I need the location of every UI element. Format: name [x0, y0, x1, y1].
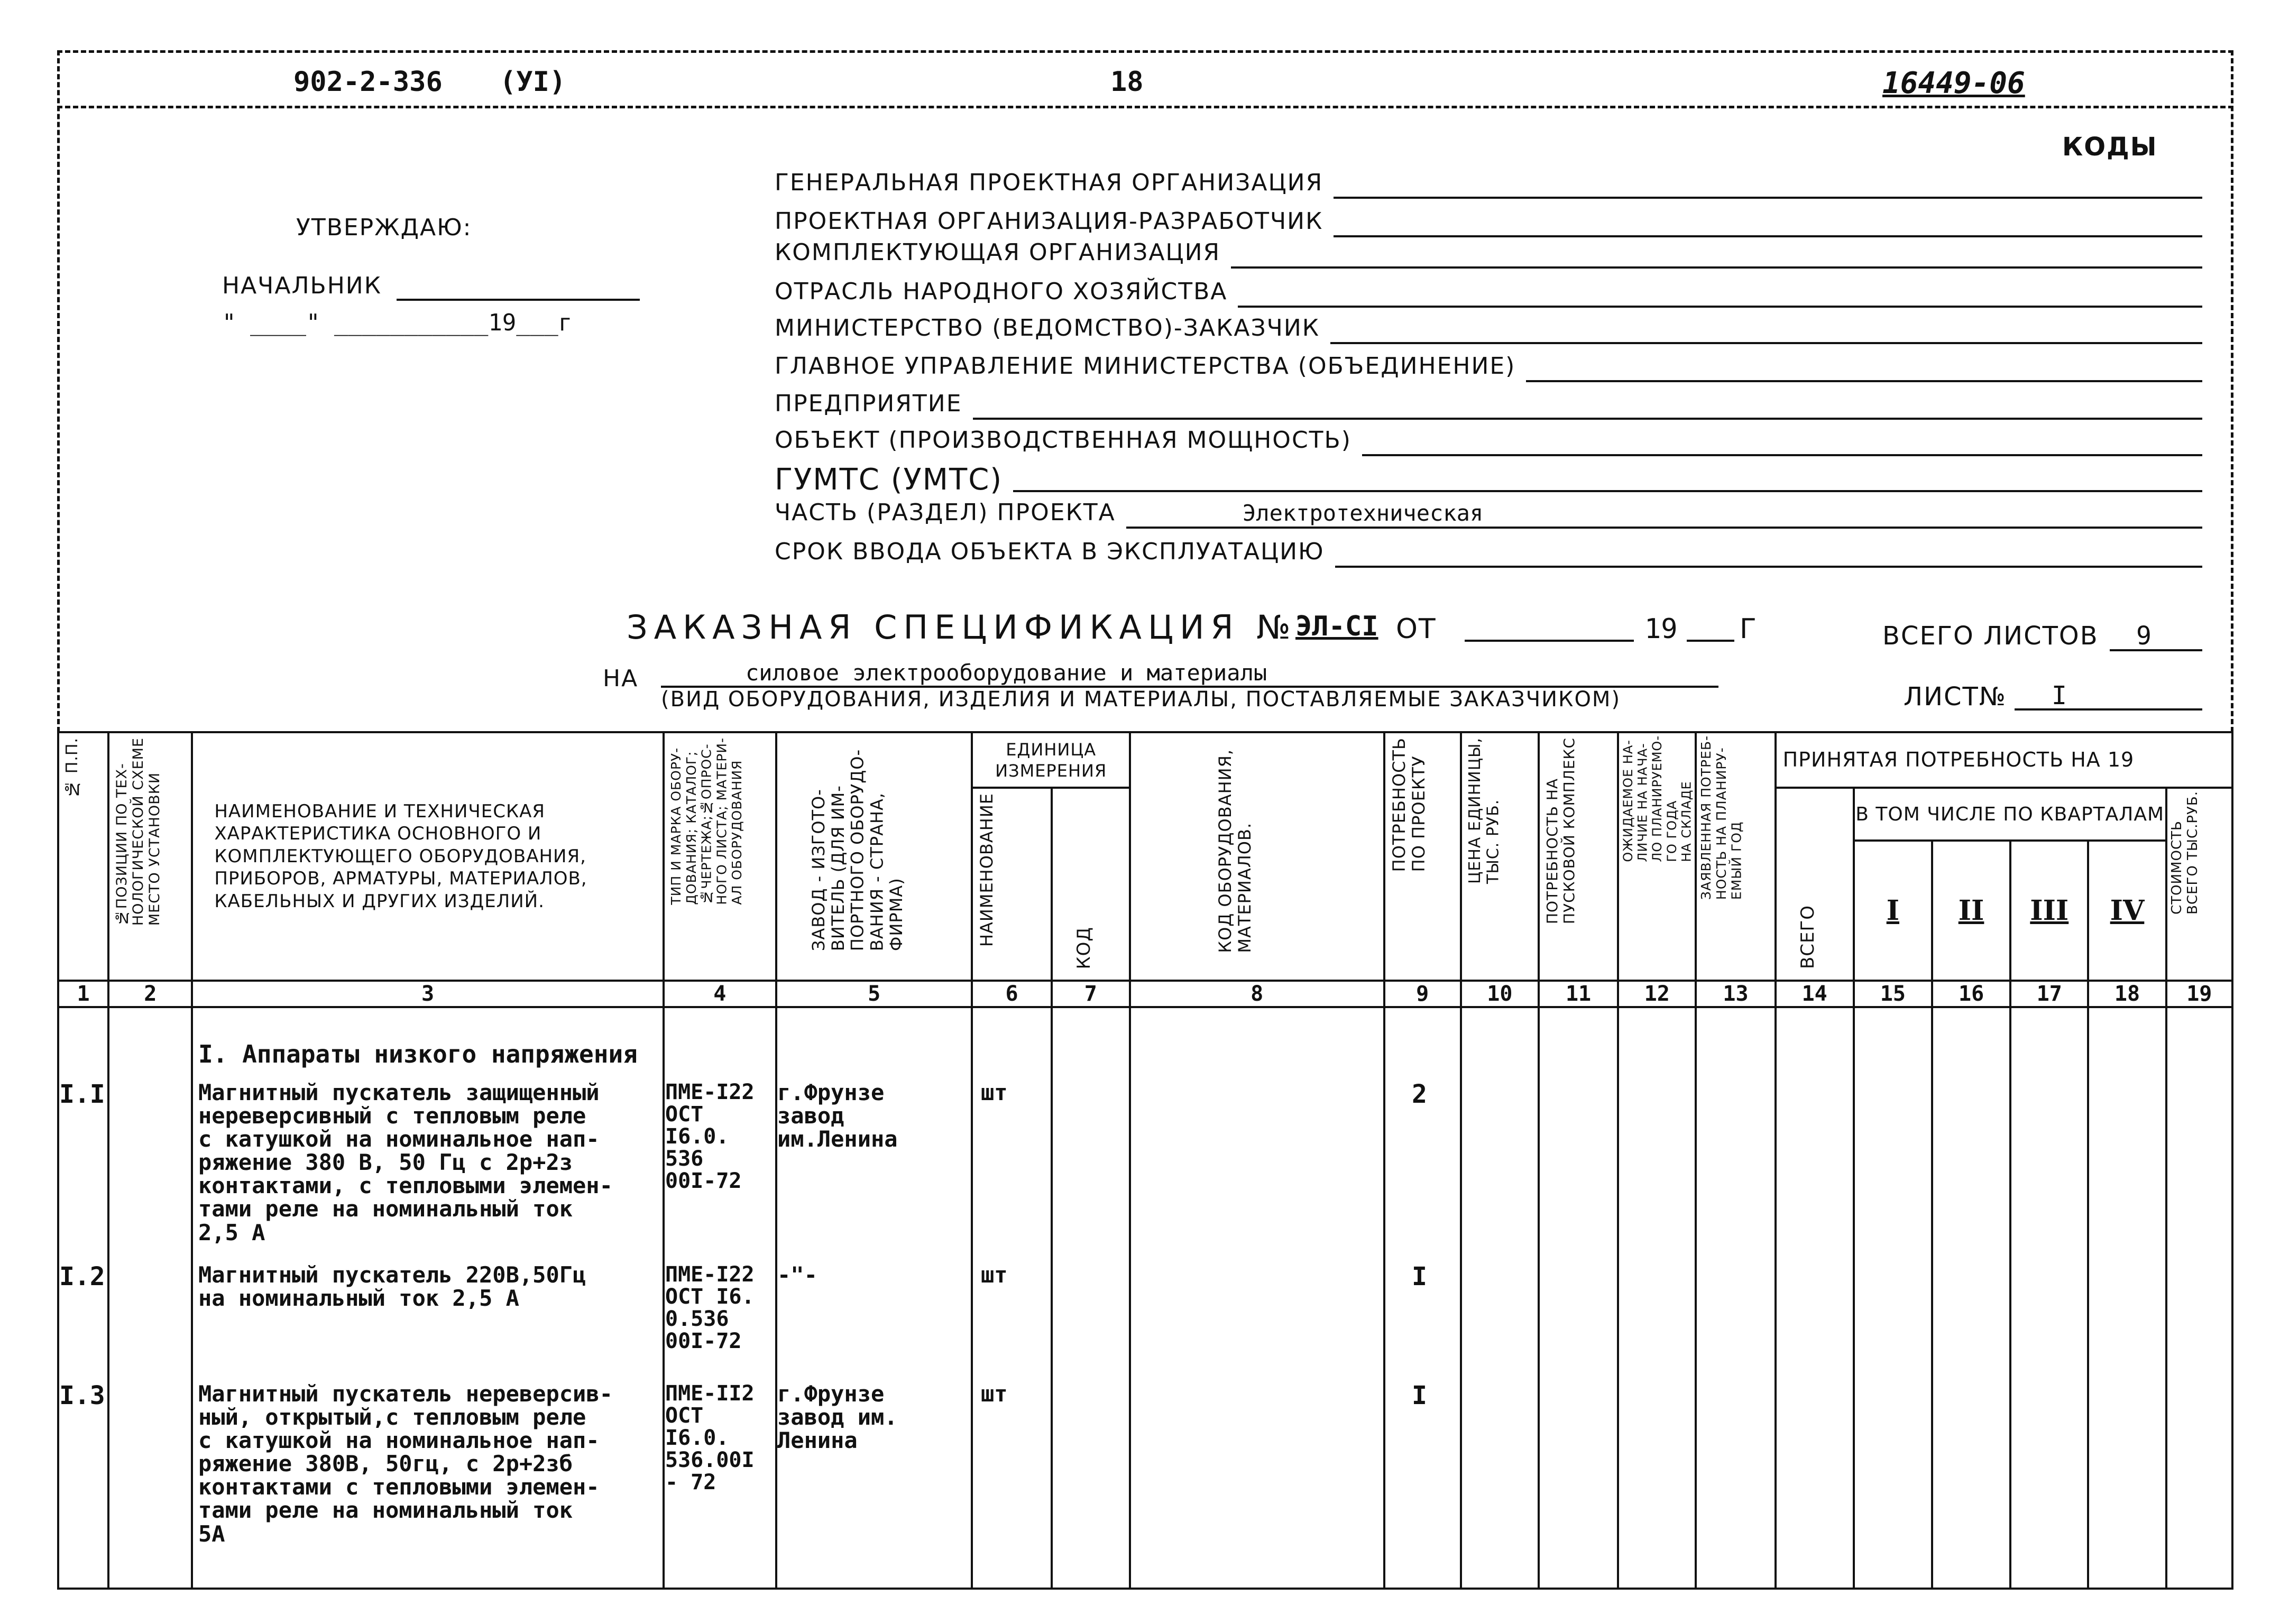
- org-field-label: МИНИСТЕРСТВО (ВЕДОМСТВО)-ЗАКАЗЧИК: [775, 315, 1320, 342]
- org-field-line: [1013, 490, 2202, 492]
- column-number: 5: [868, 982, 881, 1006]
- column-number: 18: [2114, 982, 2140, 1006]
- item-name: Магнитный пускатель нереверсив- ный, открытый,с тепловым реле с катушкой на номинальное нап- ряжение 380В, 50гц, с 2р+2зб контактами с тепловыми элемен- тами реле на номинальный ток 5А: [198, 1381, 613, 1547]
- column-number-cell: [1539, 981, 1618, 1007]
- item-unit: шт: [981, 1381, 1008, 1407]
- column-number: 7: [1084, 982, 1097, 1006]
- org-field-label: ГЕНЕРАЛЬНАЯ ПРОЕКТНАЯ ОРГАНИЗАЦИЯ: [775, 169, 1323, 196]
- col-header-11: ПОТРЕБНОСТЬ НА ПУСКОВОЙ КОМПЛЕКС: [1543, 737, 1578, 924]
- frame-right: [2231, 50, 2233, 732]
- org-field-line: [1335, 566, 2202, 568]
- col-header-13: ЗАЯВЛЕННАЯ ПОТРЕБ- НОСТЬ НА ПЛАНИРУ- ЕМЫЙ ГОД: [1698, 735, 1744, 900]
- column-number: 10: [1487, 982, 1513, 1006]
- archive-number: 16449-06: [1882, 66, 2025, 100]
- item-type: ПМЕ-I22 ОСТ I6.0. 536 00I-72: [665, 1080, 755, 1193]
- approval-title: УТВЕРЖДАЮ:: [296, 214, 472, 241]
- column-number-cell: [2166, 981, 2232, 1007]
- col-header-18: IV: [2110, 894, 2145, 927]
- for-value: силовое электрооборудование и материалы: [746, 660, 1267, 686]
- column-number-cell: [1696, 981, 1775, 1007]
- codes-label: КОДЫ: [2062, 132, 2158, 162]
- column-number: 4: [713, 982, 727, 1006]
- body-col-19: [2166, 1007, 2232, 1589]
- frame-left: [57, 50, 60, 732]
- section-title: I. Аппараты низкого напряжения: [198, 1040, 638, 1068]
- org-field-line: [1526, 380, 2202, 382]
- body-col-8: [1130, 1007, 1384, 1589]
- spec-date-year: 19: [1644, 613, 1678, 645]
- org-field-line: [1231, 266, 2202, 269]
- item-type: ПМЕ-I22 ОСТ I6. 0.536 00I-72: [665, 1262, 755, 1353]
- col-header-3: НАИМЕНОВАНИЕ И ТЕХНИЧЕСКАЯ ХАРАКТЕРИСТИКА ОСНОВНОГО И КОМПЛЕКТУЮЩЕГО ОБОРУДОВАНИЯ, ПРИБОРОВ, АРМАТУРЫ, МАТЕРИАЛОВ, КАБЕЛЬНЫХ И ДРУГИХ ИЗДЕЛИЙ.: [214, 800, 587, 912]
- album-number: (УI): [500, 66, 566, 98]
- column-number: 17: [2036, 982, 2062, 1006]
- org-field-label: ОТРАСЛЬ НАРОДНОГО ХОЗЯЙСТВА: [775, 278, 1228, 305]
- col-header-4: ТИП И МАРКА ОБОРУ- ДОВАНИЯ; КАТАЛОГ; №ЧЕРТЕЖА;№ОПРОС- НОГО ЛИСТА; МАТЕРИ- АЛ ОБОРУДОВАНИЯ: [668, 737, 744, 905]
- spec-year-suffix: Г: [1740, 613, 1758, 645]
- col-header-2: №ПОЗИЦИИ ПО ТЕХ- НОЛОГИЧЕСКОЙ СХЕМЕ МЕСТО УСТАНОВКИ: [114, 737, 163, 926]
- org-field-value: Электротехническая: [1243, 500, 1484, 526]
- item-unit: шт: [981, 1079, 1008, 1105]
- column-number: 9: [1416, 982, 1429, 1006]
- org-field-label: СРОК ВВОДА ОБЪЕКТА В ЭКСПЛУАТАЦИЮ: [775, 538, 1325, 565]
- col-header-9: ПОТРЕБНОСТЬ ПО ПРОЕКТУ: [1389, 737, 1429, 872]
- column-number-cell: [1932, 981, 2010, 1007]
- item-name: Магнитный пускатель защищенный нереверсивный с тепловым реле с катушкой на номинальное нап- ряжение 380 В, 50 Гц с 2р+2з контактами, с тепловыми элемен- тами реле на номинальный ток 2,5 А: [198, 1079, 613, 1245]
- org-field-label: ПРЕДПРИЯТИЕ: [775, 390, 962, 417]
- item-quantity: I: [1412, 1262, 1427, 1291]
- frame-top: [57, 50, 2233, 53]
- for-label: НА: [603, 665, 639, 692]
- column-number: 3: [421, 982, 435, 1006]
- item-name: Магнитный пускатель 220В,50Гц на номинальный ток 2,5 А: [198, 1262, 586, 1312]
- column-number-cell: [2088, 981, 2166, 1007]
- column-number: 11: [1565, 982, 1592, 1006]
- column-number: 1: [77, 982, 90, 1006]
- body-col-10: [1461, 1007, 1539, 1589]
- col-header-17: III: [2030, 894, 2069, 927]
- org-field-line: [1238, 306, 2202, 308]
- column-number-cell: [1461, 981, 1539, 1007]
- chief-signature-line: [397, 299, 640, 301]
- item-maker: -"-: [777, 1262, 817, 1288]
- org-field-label: ЧАСТЬ (РАЗДЕЛ) ПРОЕКТА: [775, 499, 1116, 526]
- col-header-10: ЦЕНА ЕДИНИЦЫ, ТЫС. РУБ.: [1465, 737, 1503, 884]
- total-sheets-line: [2110, 649, 2202, 651]
- column-number: 12: [1644, 982, 1670, 1006]
- org-field-label: ОБЪЕКТ (ПРОИЗВОДСТВЕННАЯ МОЩНОСТЬ): [775, 427, 1352, 454]
- item-type: ПМЕ-II2 ОСТ I6.0. 536.00I - 72: [665, 1381, 755, 1494]
- body-col-18: [2088, 1007, 2166, 1589]
- page-number: 18: [1110, 66, 1144, 98]
- org-field-line: [973, 418, 2203, 420]
- unit-group-header: ЕДИНИЦА ИЗМЕРЕНИЯ: [995, 739, 1107, 781]
- column-number: 8: [1251, 982, 1264, 1006]
- org-field-label: ПРОЕКТНАЯ ОРГАНИЗАЦИЯ-РАЗРАБОТЧИК: [775, 208, 1323, 235]
- col-header-7: КОД: [1073, 926, 1095, 969]
- column-number: 13: [1723, 982, 1749, 1006]
- body-col-13: [1696, 1007, 1775, 1589]
- item-quantity: I: [1412, 1381, 1427, 1410]
- body-col-11: [1539, 1007, 1618, 1589]
- sheet-label: ЛИСТ№: [1904, 682, 2007, 712]
- body-col-17: [2010, 1007, 2088, 1589]
- item-maker: г.Фрунзе завод им. Ленина: [777, 1381, 898, 1454]
- col-header-16: II: [1958, 894, 1984, 927]
- org-field-label: КОМПЛЕКТУЮЩАЯ ОРГАНИЗАЦИЯ: [775, 239, 1221, 266]
- row-number: I.2: [59, 1262, 105, 1291]
- doc-code: 902-2-336: [293, 66, 443, 98]
- spec-from-label: ОТ: [1396, 613, 1437, 645]
- column-number-cell: [1618, 981, 1696, 1007]
- spec-title: ЗАКАЗНАЯ СПЕЦИФИКАЦИЯ №: [627, 608, 1297, 647]
- body-col-7: [1052, 1007, 1130, 1589]
- for-caption: (ВИД ОБОРУДОВАНИЯ, ИЗДЕЛИЯ И МАТЕРИАЛЫ, ПОСТАВЛЯЕМЫЕ ЗАКАЗЧИКОМ): [661, 687, 1621, 712]
- column-number-cell: [972, 981, 1051, 1007]
- col-header-19: СТОИМОСТЬ ВСЕГО ТЫС.РУБ.: [2168, 791, 2201, 915]
- org-field-label: ГУМТС (УМТС): [775, 463, 1003, 497]
- column-number-cell: [1854, 981, 1932, 1007]
- org-field-line: [1334, 197, 2202, 199]
- org-field-line: [1330, 342, 2202, 344]
- column-number-cell: [108, 981, 192, 1007]
- column-number: 6: [1005, 982, 1018, 1006]
- column-number-cell: [776, 981, 972, 1007]
- column-number-cell: [664, 981, 776, 1007]
- accepted-group-header: ПРИНЯТАЯ ПОТРЕБНОСТЬ НА 19: [1782, 748, 2135, 771]
- col-header-8: КОД ОБОРУДОВАНИЯ, МАТЕРИАЛОВ.: [1215, 749, 1255, 953]
- column-number: 2: [144, 982, 157, 1006]
- frame-header-separator: [57, 106, 2233, 108]
- total-sheets-value: 9: [2136, 621, 2152, 651]
- item-unit: шт: [981, 1262, 1008, 1288]
- quarters-group-header: В ТОМ ЧИСЛЕ ПО КВАРТАЛАМ: [1855, 803, 2165, 825]
- row-number: I.3: [59, 1381, 105, 1410]
- chief-label: НАЧАЛЬНИК: [222, 272, 382, 299]
- column-number: 19: [2186, 982, 2212, 1006]
- row-number: I.I: [59, 1079, 105, 1109]
- body-col-16: [1932, 1007, 2010, 1589]
- column-number-cell: [1130, 981, 1384, 1007]
- col-header-5: ЗАВОД - ИЗГОТО- ВИТЕЛЬ (ДЛЯ ИМ- ПОРТНОГО ОБОРУДО- ВАНИЯ - СТРАНА, ФИРМА): [808, 749, 907, 952]
- col-header-12: ОЖИДАЕМОЕ НА- ЛИЧИЕ НА НАЧА- ЛО ПЛАНИРУЕМО- ГО ГОДА НА СКЛАДЕ: [1621, 735, 1694, 862]
- body-col-12: [1618, 1007, 1696, 1589]
- spec-number: ЭЛ-СI: [1295, 611, 1378, 642]
- body-col-2: [108, 1007, 192, 1589]
- column-number-row: [58, 981, 2232, 1007]
- column-number-cell: [58, 981, 108, 1007]
- org-field-label: ГЛАВНОЕ УПРАВЛЕНИЕ МИНИСТЕРСТВА (ОБЪЕДИНЕНИЕ): [775, 353, 1516, 380]
- sheet-line: [2015, 708, 2202, 710]
- org-field-line: [1362, 454, 2202, 456]
- col-header-1: № П.П.: [63, 737, 81, 798]
- col-header-6: НАИМЕНОВАНИЕ: [977, 793, 997, 947]
- body-col-15: [1854, 1007, 1932, 1589]
- col-header-14: ВСЕГО: [1797, 905, 1818, 969]
- org-field-line: [1126, 527, 2202, 529]
- org-field-line: [1334, 235, 2202, 237]
- body-col-14: [1776, 1007, 1854, 1589]
- column-number-cell: [1052, 981, 1130, 1007]
- column-number-cell: [1384, 981, 1461, 1007]
- total-sheets-label: ВСЕГО ЛИСТОВ: [1882, 621, 2099, 651]
- column-number-cell: [192, 981, 663, 1007]
- approval-date: " ____" ___________19___г: [222, 309, 573, 336]
- column-number: 14: [1801, 982, 1827, 1006]
- item-quantity: 2: [1412, 1079, 1427, 1109]
- column-number: 15: [1880, 982, 1906, 1006]
- col-header-15: I: [1886, 894, 1900, 927]
- column-number: 16: [1958, 982, 1984, 1006]
- column-number-cell: [2010, 981, 2088, 1007]
- column-number-cell: [1776, 981, 1854, 1007]
- sheet-value: I: [2052, 681, 2067, 710]
- spec-date-line: [1465, 640, 1634, 642]
- spec-year-line: [1687, 640, 1734, 642]
- item-maker: г.Фрунзе завод им.Ленина: [777, 1079, 898, 1152]
